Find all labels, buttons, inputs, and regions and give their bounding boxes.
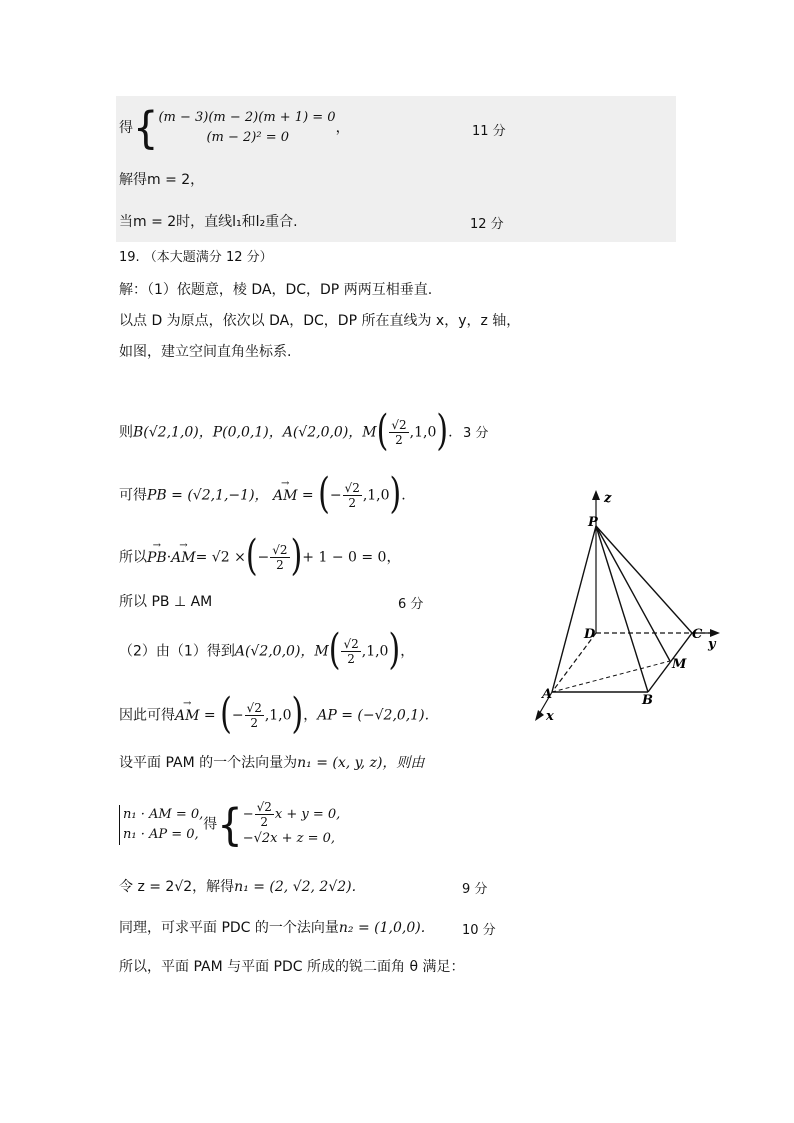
equation-1: (m − 3)(m − 2)(m + 1) = 0 [158,110,336,125]
part2-line: （2）由（1）得到A(√2,0,0)，M( $\frac{√2}{2}$ ,1,0)， [119,625,415,675]
pb-prefix: 可得 [119,487,147,504]
sys-r1-minus: − [242,807,254,822]
dot-tail: + 1 − 0 = 0， [302,549,401,566]
sys-r1-tail: x + y = 0, [274,807,341,822]
one-zero-2: ,1,0 [362,487,390,504]
coords-prefix: 则 [119,424,133,441]
period: . [448,424,453,441]
part2-coords: A(√2,0,0)，M [234,643,329,660]
one-zero: ,1,0 [409,424,437,441]
edge-PB [596,526,648,692]
coords-text: B(√2,1,0)，P(0,0,1)，A(√2,0,0)，M [133,424,377,441]
solution-line-2: 以点 D 为原点，依次以 DA，DC，DP 所在直线为 x，y，z 轴， [119,313,521,329]
frac-den-3: 2 [276,558,284,572]
solution-line-3: 如图，建立空间直角坐标系. [119,344,292,360]
edge-PM [596,526,670,661]
z-arrow-icon [592,490,600,500]
one-zero-4: ,1,0 [361,643,389,660]
sys-de: 得 [203,816,218,833]
period-2: . [401,487,406,504]
n1-result: n₁ = (2, √2, 2√2). [234,879,357,895]
normal-intro: 设平面 PAM 的一个法向量为 [119,755,298,771]
normal-vector: n₁ = (x, y, z)，则由 [297,755,425,771]
am-vector-label: → AM [273,486,297,506]
paren-left: ( [376,406,389,456]
let-z: 令 z = 2√2，解得 [119,879,235,895]
frac-num-2: √2 [344,481,360,495]
coincide-line: 当m = 2时，直线l₁和l₂重合. [119,214,298,230]
perpendicular-line [119,592,212,612]
equation-2: (m − 2)² = 0 [206,130,289,145]
normal-intro-line [119,753,424,773]
frac-den-4: 2 [347,652,355,666]
edge-PA [552,526,596,692]
one-zero-5: ,1,0 [264,707,292,724]
ap-vector: AP = (−√2,0,1). [317,707,430,724]
paren-right-3: ) [290,531,303,581]
sys-left-1: n₁ · AM = 0, [123,806,204,822]
label-A: A [542,687,553,702]
dot-prefix: 所以 [119,549,147,566]
label-z: z [604,491,612,506]
system-right [243,800,341,849]
brace-icon-2: { [217,799,243,850]
paren-right-2: ) [389,469,402,519]
final-line: 所以，平面 PAM 与平面 PDC 所成的锐二面角 θ 满足： [119,959,465,975]
paren-right: ) [436,406,449,456]
hence-prefix: 因此可得 [119,707,175,724]
de-label: 得 [119,120,133,136]
frac-den-5: 2 [250,716,258,730]
fraction-dot [270,543,289,572]
dot-product-line: 所以→ PB·→ AM= √2 ×(− $\frac{√2}{2}$ )+ 1 − 0 = 0， [119,543,400,572]
minus-sign-3: − [231,707,244,724]
x-arrow-icon [535,710,544,721]
same-text: 同理，可求平面 PDC 的一个法向量 [119,920,339,936]
edge-PC [596,526,692,633]
score-10: 10 分 [462,923,496,938]
frac-num: √2 [391,418,407,432]
fraction-sqrt2-over-2 [389,418,408,447]
dot-eq: = √2 × [195,549,246,566]
score-3: 3 分 [463,426,489,441]
pyramid-figure [530,488,730,728]
part2-prefix: （2）由（1）得到 [119,643,235,660]
equation-system [158,108,335,148]
label-M: M [672,657,687,672]
label-P: P [588,515,598,530]
score-12: 12 分 [470,217,504,232]
frac-den-2: 2 [348,496,356,510]
paren-left-5: ( [220,689,232,739]
frac-den-6: 2 [260,815,269,829]
paren-left-4: ( [328,625,341,675]
pb-am-line: 可得PB = (√2,1,−1)， → AM = (− $\frac{√2}{2}$ ,1,0). [119,481,406,510]
fraction-sys [255,800,274,829]
solve-m-line: 解得m = 2， [119,172,205,188]
solution-line-1: 解：（1）依题意，棱 DA，DC，DP 两两互相垂直. [119,282,433,298]
paren-right-5: ) [291,689,304,739]
same-line [119,918,425,938]
frac-num-5: √2 [246,701,262,715]
frac-num-3: √2 [272,543,288,557]
frac-den: 2 [395,433,403,447]
fraction-hence [245,701,264,730]
score-6: 6 分 [398,597,424,612]
score-11: 11 分 [472,124,506,139]
fraction-am [343,481,362,510]
question-header: 19. （本大题满分 12 分） [119,250,273,265]
minus-sign: − [329,487,342,504]
score-9: 9 分 [462,882,488,897]
hence-line: 因此可得→ AM = (− $\frac{√2}{2}$ ,1,0)，AP = (−√2,0,1). [119,701,429,730]
pb-vector: PB = (√2,1,−1)， [147,487,269,504]
paren-left-3: ( [245,531,258,581]
system-left [119,805,203,845]
let-z-line [119,877,356,897]
sys-right-2: −√2x + z = 0, [242,831,336,846]
paren-right-4: ) [388,625,401,675]
dot-operator: · [166,549,172,566]
system-line [119,102,350,154]
normal-system-line [119,800,340,849]
frac-num-6: √2 [256,800,272,814]
minus-sign-2: − [257,549,270,566]
sys-left-2: n₁ · AP = 0, [123,826,199,842]
fraction-part2 [341,637,360,666]
paren-left-2: ( [318,469,330,519]
n2-result: n₂ = (1,0,0). [338,920,426,936]
comma: ， [335,120,350,136]
y-arrow-icon [710,629,720,637]
label-y: y [708,637,716,652]
label-D: D [584,627,596,642]
label-x: x [546,709,554,724]
frac-num-4: √2 [343,637,359,651]
label-B: B [642,693,653,708]
perp-text: 所以 PB ⊥ AM [119,594,213,610]
coordinates-line [119,406,453,456]
brace-icon: { [133,102,159,154]
label-C: C [692,627,703,642]
